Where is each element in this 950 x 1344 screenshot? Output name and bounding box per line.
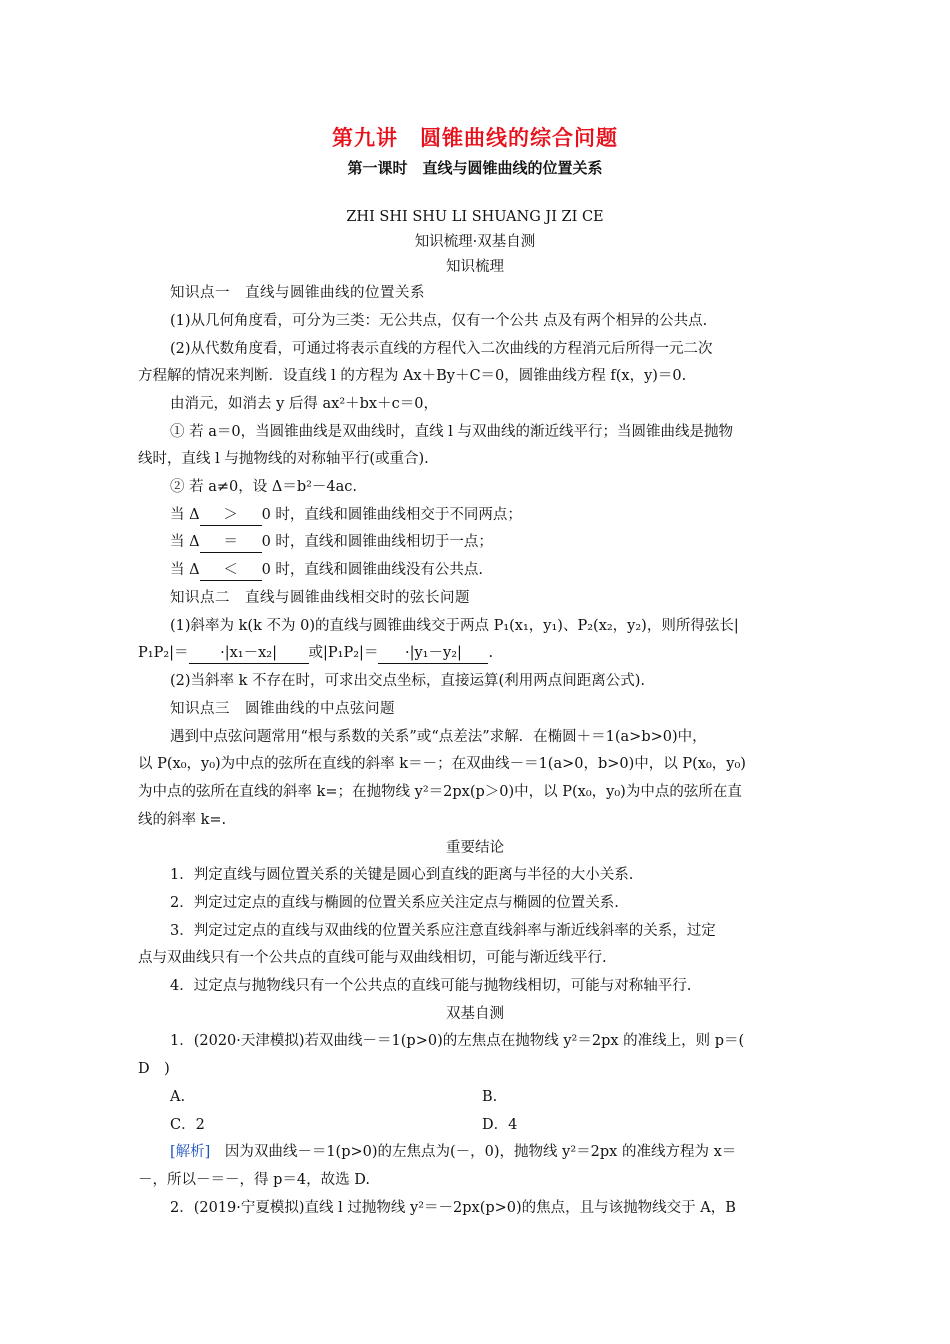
fill-blank-chord-x: ·|x₁－x₂|: [189, 643, 309, 664]
lesson-subtitle: 第一课时 直线与圆锥曲线的位置关系: [347, 159, 603, 177]
case-prefix: 当 Δ: [170, 562, 200, 578]
section-pinyin: ZHI SHI SHU LI SHUANG JI ZI CE: [346, 209, 604, 225]
section-name: 知识梳理·双基自测: [414, 234, 536, 250]
kp1-case-3: [170, 560, 850, 581]
q1-option-d: D．4: [482, 1117, 518, 1133]
kp1-p4b: 线时，直线 l 与抛物线的对称轴平行(或重合).: [138, 451, 429, 467]
chord-length-prefix: P₁P₂|＝: [138, 645, 189, 661]
kp1-case-1: [170, 505, 850, 526]
subsection-self-test: 双基自测: [446, 1006, 504, 1022]
kp3-p3: 为中点的弦所在直线的斜率 k=；在抛物线 y²＝2px(p＞0)中，以 P(x₀，y₀)为中点的弦所在直: [138, 784, 742, 800]
kp3-p1: 遇到中点弦问题常用“根与系数的关系”或“点差法”求解．在椭圆＋＝1(a>b>0)中，: [170, 729, 707, 745]
kp2-heading: 知识点二 直线与圆锥曲线相交时的弦长问题: [170, 590, 470, 606]
fill-blank: ＞: [200, 505, 262, 526]
lecture-title: 第九讲 圆锥曲线的综合问题: [332, 125, 618, 150]
chord-length-end: .: [488, 645, 494, 661]
q1-stem-b: D ): [138, 1061, 170, 1077]
q1-solution-b: －，所以－＝－，得 p＝4，故选 D.: [138, 1172, 370, 1188]
kp1-case-2: [170, 532, 850, 553]
case-prefix: 当 Δ: [170, 534, 200, 550]
kp2-p2: (2)当斜率 k 不存在时，可求出交点坐标，直接运算(利用两点间距离公式).: [170, 673, 645, 689]
conclusion-4: 4．过定点与抛物线只有一个公共点的直线可能与抛物线相切，可能与对称轴平行.: [170, 978, 692, 994]
fill-blank: ＜: [200, 560, 262, 581]
solution-text: 因为双曲线－＝1(p>0)的左焦点为(－，0)，抛物线 y²＝2px 的准线方程为 x＝: [210, 1144, 737, 1160]
kp2-p1b: [138, 643, 818, 664]
kp3-p4: 线的斜率 k=.: [138, 812, 227, 828]
fill-blank: ＝: [200, 532, 262, 553]
q1-option-c: C．2: [170, 1117, 205, 1133]
case-text: 0 时，直线和圆锥曲线相切于一点；: [261, 534, 493, 550]
kp1-heading: 知识点一 直线与圆锥曲线的位置关系: [170, 285, 425, 301]
kp3-p2: 以 P(x₀，y₀)为中点的弦所在直线的斜率 k＝－；在双曲线－＝1(a>0，b>0)中，以 P(x₀，y₀): [138, 756, 746, 772]
q1-option-a: A.: [170, 1089, 186, 1105]
conclusion-3b: 点与双曲线只有一个公共点的直线可能与双曲线相切，可能与渐近线平行.: [138, 950, 607, 966]
conclusion-2: 2．判定过定点的直线与椭圆的位置关系应关注定点与椭圆的位置关系.: [170, 895, 619, 911]
case-prefix: 当 Δ: [170, 507, 200, 523]
q1-option-b: B.: [482, 1089, 498, 1105]
q2-stem: 2．(2019·宁夏模拟)直线 l 过抛物线 y²＝－2px(p>0)的焦点，且与该抛物线交于 A，B: [170, 1200, 736, 1216]
kp1-p2a: (2)从代数角度看，可通过将表示直线的方程代入二次曲线的方程消元后所得一元二次: [170, 341, 713, 357]
conclusion-1: 1．判定直线与圆位置关系的关键是圆心到直线的距离与半径的大小关系.: [170, 867, 634, 883]
kp1-p2b: 方程解的情况来判断．设直线 l 的方程为 Ax＋By＋C＝0，圆锥曲线方程 f(x，y)＝0.: [138, 368, 687, 384]
kp1-p3: 由消元，如消去 y 后得 ax²＋bx＋c＝0，: [170, 396, 438, 412]
case-text: 0 时，直线和圆锥曲线没有公共点.: [261, 562, 484, 578]
kp3-heading: 知识点三 圆锥曲线的中点弦问题: [170, 701, 395, 717]
conclusion-3a: 3．判定过定点的直线与双曲线的位置关系应注意直线斜率与渐近线斜率的关系，过定: [170, 923, 716, 939]
q1-stem-a: 1．(2020·天津模拟)若双曲线－＝1(p>0)的左焦点在抛物线 y²＝2px 的准线上，则 p＝(: [170, 1033, 745, 1049]
solution-label: [解析]: [170, 1144, 211, 1160]
q1-solution-a: [170, 1142, 850, 1162]
case-text: 0 时，直线和圆锥曲线相交于不同两点；: [261, 507, 522, 523]
kp1-p1: (1)从几何角度看，可分为三类：无公共点，仅有一个公共 点及有两个相异的公共点.: [170, 313, 708, 329]
subsection-knowledge: 知识梳理: [446, 259, 504, 275]
kp1-p5: ② 若 a≠0，设 Δ＝b²－4ac.: [170, 479, 358, 495]
chord-length-or: 或|P₁P₂|＝: [308, 645, 379, 661]
kp1-p4a: ① 若 a＝0，当圆锥曲线是双曲线时，直线 l 与双曲线的渐近线平行；当圆锥曲线是抛物: [170, 424, 733, 440]
kp2-p1a: (1)斜率为 k(k 不为 0)的直线与圆锥曲线交于两点 P₁(x₁，y₁)、P₂(x₂，y₂)，则所得弦长|: [170, 618, 739, 634]
fill-blank-chord-y: ·|y₁－y₂|: [378, 643, 488, 664]
subsection-conclusions: 重要结论: [446, 840, 504, 856]
